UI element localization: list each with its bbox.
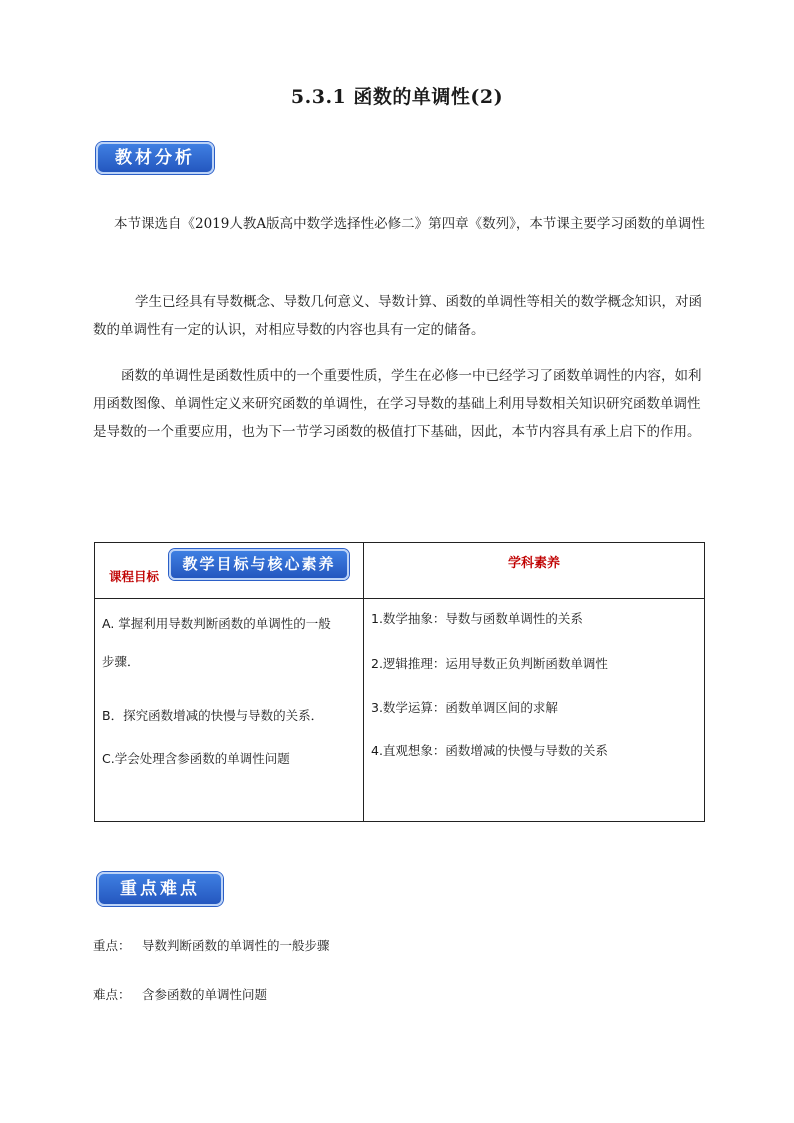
objectives-body-row	[95, 599, 705, 822]
literacy-item-3: 3.数学运算：函数单调区间的求解	[371, 700, 558, 715]
key-point-text: 导数判断函数的单调性的一般步骤	[142, 938, 330, 953]
objectives-header-row	[95, 543, 705, 599]
goal-item-a: A. 掌握利用导数判断函数的单调性的一般	[102, 616, 331, 631]
section-banner-key-points: 重点难点	[97, 872, 223, 906]
goal-item-b: B．探究函数增减的快慢与导数的关系．	[102, 708, 324, 723]
literacy-cell	[364, 599, 705, 822]
paragraph-importance: 函数的单调性是函数性质中的一个重要性质，学生在必修一中已经学习了函数单调性的内容，如利用函数图像、单调性定义来研究函数的单调性，在学习导数的基础上利用导数相关知识研究函数单调性是导数的一个重要应用，也为下一节学习函数的极值打下基础，因此，本节内容具有承上启下的作用。	[93, 368, 702, 440]
goal-item-c: C.学会处理含参函数的单调性问题	[102, 751, 290, 766]
literacy-header-cell	[364, 543, 705, 599]
course-goals-header: 课程目标	[109, 569, 160, 584]
course-goals-cell	[95, 599, 364, 822]
section-banner-textbook-analysis: 教材分析	[96, 142, 214, 174]
literacy-item-2: 2.逻辑推理：运用导数正负判断函数单调性	[371, 656, 608, 671]
difficulty-text: 含参函数的单调性问题	[142, 987, 268, 1002]
course-goals-header-cell	[95, 543, 364, 599]
literacy-header: 学科素养	[507, 556, 560, 571]
literacy-item-4: 4.直观想象：函数增减的快慢与导数的关系	[371, 743, 608, 758]
literacy-item-1: 1.数学抽象：导数与函数单调性的关系	[371, 611, 583, 626]
difficulty-line	[93, 985, 267, 1003]
paragraph-course-source: 本节课选自《2019人教A版高中数学选择性必修二》第四章《数列》，本节课主要学习函数的单调性	[114, 216, 705, 232]
page-title: 5.3.1 函数的单调性(2)	[290, 86, 504, 108]
goal-item-a-continued: 步骤．	[102, 654, 140, 669]
key-point-label: 重点：	[93, 938, 131, 953]
paragraph-prior-knowledge: 学生已经具有导数概念、导数几何意义、导数计算、函数的单调性等相关的数学概念知识，对函数的单调性有一定的认识，对相应导数的内容也具有一定的储备。	[93, 294, 702, 338]
section-banner-objectives: 教学目标与核心素养	[169, 549, 349, 580]
objectives-table	[94, 542, 705, 822]
difficulty-label: 难点：	[93, 987, 131, 1002]
key-point-line	[93, 936, 330, 954]
